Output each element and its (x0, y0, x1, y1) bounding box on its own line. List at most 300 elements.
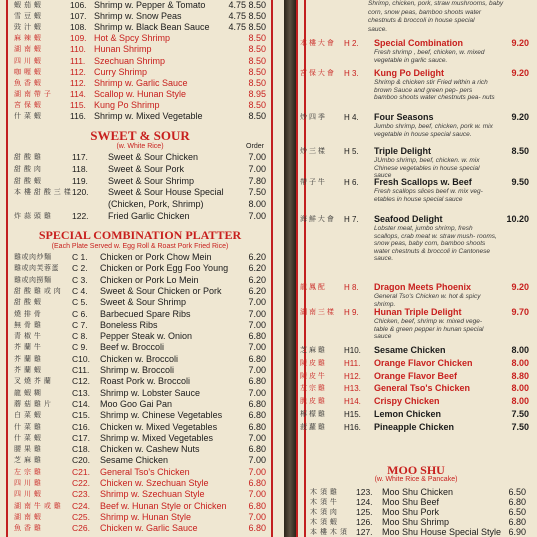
sweet-sour-row (14, 152, 266, 163)
dish-price: 7.00 (248, 365, 266, 375)
dish-name: Four Seasons (374, 112, 434, 122)
dish-name: Boneless Ribs (100, 319, 158, 330)
dish-price: 8.00 (511, 345, 529, 355)
sweet-sour-title: SWEET & SOUR (90, 128, 190, 143)
moo-shu-title: MOO SHU (387, 463, 445, 477)
dish-code: C 2. (72, 263, 88, 274)
dish-price: 7.00 (248, 342, 266, 353)
dish-code: H12. (344, 371, 361, 381)
shrimp-row (14, 0, 266, 11)
dish-chinese-name: 蝦 茄 蝦 (14, 2, 42, 9)
combo-row (14, 388, 266, 399)
dish-chinese-name: 陳 皮 雞 (300, 359, 325, 367)
dish-name: Scallop w. Hunan Style (94, 88, 187, 99)
dish-code: C22. (72, 478, 90, 488)
shrimp-row (14, 56, 266, 67)
right-red-border (296, 0, 298, 537)
dish-chinese-name: 菠 蘿 雞 (300, 423, 325, 431)
dish-price: 6.80 (248, 376, 266, 387)
dish-chinese-name: 脆 皮 雞 (300, 398, 325, 406)
dish-chinese-name: 甜 酸 雞 或 肉 (14, 287, 62, 295)
dish-name: Chicken or Pork Lo Mein (100, 274, 199, 285)
dish-code: C11. (72, 365, 90, 375)
dish-price: 6.80 (248, 353, 266, 364)
dish-price: 6.50 (508, 507, 526, 517)
dish-name: Chicken or Pork Egg Foo Young (100, 263, 229, 274)
dish-chinese-name: 甜 酸 蝦 (14, 299, 42, 307)
sweet-sour-row (14, 187, 266, 198)
dish-price: 8.80 (511, 370, 529, 381)
dish-price: 9.20 (511, 68, 529, 78)
dish-name: Sweet & Sour Shrimp (100, 297, 187, 308)
dish-code: C24. (72, 500, 90, 511)
dish-code: 110. (70, 44, 86, 55)
combo-row (14, 512, 266, 523)
dish-chinese-name: 腰 果 雞 (14, 446, 42, 454)
shrimp-row (14, 33, 266, 44)
dish-price: 6.20 (248, 252, 266, 262)
combo-row (14, 433, 266, 444)
dish-code: C21. (72, 466, 90, 477)
dish-price: 7.00 (248, 489, 266, 500)
dish-chinese-name: 雪 豆 蝦 (14, 13, 42, 21)
dish-code: 112. (70, 66, 86, 77)
dish-name: Special Combination (374, 38, 464, 48)
dish-chinese-name: 四 川 雞 (14, 480, 42, 487)
combo-row (14, 331, 266, 342)
combo-row (14, 365, 266, 376)
dish-price: 6.20 (248, 285, 266, 296)
dish-name: Lemon Chicken (374, 409, 442, 419)
dish-chinese-name: 木 須 牛 (310, 499, 338, 506)
dish-chinese-name: 甜 酸 肉 (14, 165, 42, 173)
dish-price: 8.95 (248, 88, 266, 99)
dish-name: Chicken w. Szechuan Style (100, 478, 209, 488)
dish-code: H14. (344, 397, 361, 407)
dish-code: H16. (344, 422, 361, 432)
dish-chinese-name: 龍 鳳 配 (300, 284, 325, 291)
combo-row (14, 297, 266, 308)
left-red-border-inner (271, 0, 273, 537)
dish-price: 8.50 (248, 99, 266, 110)
dish-chinese-name: 湖 南 蝦 (14, 46, 42, 54)
dish-description: General Tso's Chicken w. hot & spicy shrimp. (374, 293, 481, 308)
dish-chinese-name: 四 川 蝦 (14, 491, 42, 499)
dish-code: 117. (72, 152, 88, 162)
dish-price: 7.00 (248, 152, 266, 162)
dish-code: 108. (70, 22, 87, 33)
dish-price: 8.50 (248, 33, 266, 44)
dish-chinese-name: 芝 麻 雞 (14, 457, 42, 465)
book-gutter (284, 0, 296, 537)
right-menu-page (296, 0, 537, 537)
dish-price: 9.20 (511, 282, 529, 292)
dish-code: H 4. (344, 113, 359, 122)
right-red-border-inner (304, 0, 306, 537)
dish-code: H 6. (344, 178, 359, 187)
dish-price: 7.00 (248, 455, 266, 466)
dish-description: JUmbo shrimp, beef, chicken. w. mix Chinese vegetables in house special sauce (374, 157, 480, 179)
dish-code: C 4. (72, 285, 88, 296)
dish-name: Orange Flavor Beef (374, 370, 458, 381)
dish-chinese-name: 四 川 蝦 (14, 57, 42, 65)
sweet-sour-row (14, 211, 266, 222)
dish-name: Hot & Spcy Shrimp (94, 33, 171, 44)
dish-name: Shrimp w. Lobster Sauce (100, 387, 201, 398)
dish-name: Orange Flavor Chicken (374, 357, 473, 368)
dish-chinese-name: 芥 蘭 蝦 (14, 367, 42, 374)
dish-chinese-name: 青 椒 牛 (14, 333, 42, 341)
dish-price: 6.80 (508, 517, 526, 527)
dish-chinese-name: 甜 酸 雞 (14, 154, 42, 161)
order-label: Order (246, 143, 264, 150)
dish-name: Moo Shu House Special Style (382, 527, 502, 537)
dish-code: C17. (72, 432, 90, 443)
moo-shu-subtitle: (w. White Rice & Pancake) (374, 476, 458, 483)
dish-chinese-name: 什 菜 雞 (14, 423, 42, 431)
dish-price: 8.00 (248, 199, 266, 210)
dish-code: C25. (72, 511, 90, 522)
dish-price: 8.00 (511, 396, 529, 407)
dish-name: Chicken w. Cashew Nuts (100, 444, 200, 455)
dish-code: 126. (356, 517, 373, 527)
dish-name: Shrimp w. Garlic Sauce (94, 77, 188, 88)
dish-name: Shrimp w. Hunan Style (100, 511, 192, 522)
dish-chinese-name: 叉 燒 芥 蘭 (14, 378, 52, 386)
combo-row (14, 422, 266, 433)
dish-chinese-name: 炸 蒜 頭 雞 (14, 213, 52, 220)
dish-price: 6.80 (248, 523, 266, 534)
dish-price: 7.00 (248, 511, 266, 522)
dish-code: C10. (72, 353, 90, 364)
dish-code: 109. (70, 33, 87, 44)
combo-row (14, 455, 266, 466)
dish-code: C 5. (72, 297, 88, 308)
dish-code: 106. (70, 0, 87, 10)
dish-chinese-name: 白 菜 蝦 (14, 412, 42, 420)
dish-name: Moo Shu Chicken (382, 487, 454, 497)
shrimp-row (14, 100, 266, 111)
dish-name: Kung Po Delight (374, 68, 444, 78)
dish-price: 7.00 (248, 387, 266, 398)
combo-row (14, 252, 266, 263)
dish-price: 7.00 (248, 319, 266, 330)
left-red-border (6, 0, 8, 537)
dish-chinese-name: 左 宗 雞 (300, 385, 325, 393)
dish-chinese-name: 燒 排 骨 (14, 310, 42, 318)
dish-code: H 7. (344, 215, 359, 224)
sweet-sour-subtitle: (w. White Rice) (116, 143, 164, 150)
dish-code: 127. (356, 527, 373, 537)
dish-price: 6.80 (508, 497, 526, 507)
dish-chinese-name: 本 樓 大 會 (300, 40, 334, 47)
dish-code: H 8. (344, 283, 359, 292)
dish-name: Hunan Triple Delight (374, 307, 462, 317)
dish-code: 122. (72, 211, 89, 221)
dish-description: Shrimp & chicken stir Fried within a rich brown Sauce and green pep- pers bamboo shoots water chestnuts pea- nuts (374, 79, 495, 101)
dish-chinese-name: 宮 保 大 會 (300, 70, 334, 77)
dish-price: 6.80 (248, 421, 266, 432)
dish-name: Moo Shu Pork (382, 507, 440, 517)
dish-chinese-name: 木 須 肉 (310, 509, 338, 516)
dish-name: Chicken w. Garlic Sauce (100, 523, 198, 534)
dish-chinese-name: 魚 香 雞 (14, 525, 42, 533)
shrimp-row (14, 89, 266, 100)
dish-chinese-name: 蘑 菇 雞 片 (14, 400, 52, 408)
dish-price: 6.80 (248, 500, 266, 511)
dish-name: Sesame Chicken (100, 455, 169, 466)
dish-price: 6.80 (248, 331, 266, 342)
dish-name: Shrimp w. Chinese Vegetables (100, 410, 223, 421)
dish-chinese-name: 湖 南 牛 或 雞 (14, 502, 62, 510)
dish-chinese-name: 帶 子 牛 (300, 179, 325, 186)
dish-chinese-name: 炒 四 季 (300, 114, 325, 121)
combo-row (14, 376, 266, 387)
dish-price: 8.50 (248, 44, 266, 55)
dish-price: 8.00 (511, 383, 529, 394)
dish-name: Barbecued Spare Ribs (100, 308, 191, 319)
dish-name: Roast Pork w. Broccoli (100, 376, 191, 387)
dish-name: Shrimp w. Broccoli (100, 365, 175, 375)
dish-code: H 5. (344, 147, 359, 156)
dish-chinese-name: 湖 南 帶 子 (14, 90, 52, 98)
dish-name: Shrimp w. Mixed Vegetables (100, 432, 214, 443)
combo-row (14, 354, 266, 365)
dish-name: Fresh Scallops w. Beef (374, 177, 472, 187)
dish-chinese-name: 芥 蘭 牛 (14, 344, 42, 352)
dish-code: C12. (72, 376, 90, 387)
moo-shu-row (310, 527, 526, 537)
combo-row (14, 399, 266, 410)
dish-name: Sesame Chicken (374, 345, 446, 355)
dish-description: Chicken, beef, shrimp w. mixed vege- table & green pepper in hunan special sauce (374, 318, 484, 340)
dish-description: Fresh scallops slices beef w. mix veg- etables in house special sauce (374, 188, 483, 203)
dish-code: C18. (72, 444, 90, 455)
description-line: corn, snow peas, bamboo shoots water (368, 8, 482, 16)
dish-price: 6.80 (248, 410, 266, 421)
dish-name: Moo Shu Beef (382, 497, 440, 507)
dish-price: 8.50 (248, 66, 266, 77)
dish-name: Sweet & Sour House Special (108, 187, 224, 198)
combo-row (14, 263, 266, 274)
dish-name: Beef w. Hunan Style or Chicken (100, 500, 227, 511)
dish-chinese-name: 麻 辣 蝦 (14, 35, 42, 43)
dish-name: Sweet & Sour Shrimp (108, 175, 195, 186)
combo-row (14, 478, 266, 489)
dish-name: Crispy Chicken (374, 396, 440, 407)
dish-code: H 2. (344, 39, 359, 48)
dish-description: Fresh shrimp , beef, chicken, w. mixed vegetable in garlic sauce. (374, 49, 485, 64)
dish-price: 6.80 (248, 478, 266, 488)
dish-name: Beef w. Broccoli (100, 342, 165, 353)
combo-row (14, 501, 266, 512)
dish-price: 10.20 (506, 214, 529, 224)
shrimp-row (14, 111, 266, 122)
dish-chinese-name: 本 樓 甜 酸 三 樣 (14, 189, 72, 197)
combo-row (14, 342, 266, 353)
dish-chinese-name: 龍 蝦 糊 (14, 389, 42, 397)
dish-chinese-name: 檸 檬 雞 (300, 411, 325, 418)
dish-name: General Tso's Chicken (374, 383, 471, 394)
dish-code: H 9. (344, 308, 359, 317)
dish-code: H15. (344, 410, 361, 419)
dish-price: 9.20 (511, 112, 529, 122)
dish-code: C 9. (72, 342, 88, 353)
dish-chinese-name: 宮 保 蝦 (14, 101, 42, 109)
dish-code: 111. (70, 55, 86, 66)
dish-price: 6.80 (248, 444, 266, 455)
dish-price: 8.50 (248, 77, 266, 88)
dish-chinese-name: 咖 喱 蝦 (14, 68, 42, 76)
dish-chinese-name: 陳 皮 牛 (300, 372, 325, 380)
combo-row (14, 320, 266, 331)
combo-row (14, 489, 266, 500)
shrimp-row (14, 78, 266, 89)
combo-title: SPECIAL COMBINATION PLATTER (38, 228, 242, 242)
dish-code: 120. (72, 187, 89, 198)
combo-row (14, 309, 266, 320)
dish-price: 7.00 (248, 211, 266, 221)
dish-price: 4.75 8.50 (228, 11, 266, 22)
dish-name: Pineapple Chicken (374, 421, 455, 432)
dish-price: 9.50 (511, 177, 529, 187)
dish-code: H13. (344, 384, 361, 394)
dish-name: Sweet & Sour Pork (108, 163, 185, 174)
sweet-sour-row (14, 164, 266, 175)
dish-code: C16. (72, 421, 90, 432)
dish-price: 8.00 (511, 357, 529, 368)
combo-row (14, 444, 266, 455)
dish-name: Pepper Steak w. Onion (100, 331, 193, 342)
dish-chinese-name: 木 須 蝦 (310, 519, 338, 526)
dish-price: 7.00 (248, 466, 266, 477)
dish-chinese-name: 魚 香 蝦 (14, 79, 42, 87)
dish-code: C 8. (72, 331, 88, 342)
dish-name: Shrimp w. Pepper & Tomato (94, 0, 206, 10)
dish-name: Chicken or Pork Chow Mein (100, 252, 212, 262)
dish-price: 4.75 8.50 (228, 22, 266, 33)
shrimp-row (14, 11, 266, 22)
dish-price: 7.50 (511, 421, 529, 432)
dish-code: 115. (70, 99, 86, 110)
dish-description: Lobster meat, jumbo shrimp, fresh scallops, crab meat w. straw mush- rooms, snow peas, baby corn, bamboo shoots water chestnuts & broccoli in Cantonese sauce. (374, 225, 497, 262)
dish-code: 112. (70, 77, 86, 88)
dish-code: 124. (356, 497, 373, 507)
combo-row (14, 275, 266, 286)
dish-code: C 1. (72, 252, 88, 262)
dish-code: H10. (344, 346, 361, 355)
dish-name: Szechuan Shrimp (94, 55, 166, 66)
dish-name: General Tso's Chicken (100, 466, 190, 477)
dish-name: Fried Garlic Chicken (108, 211, 190, 221)
combo-row (14, 523, 266, 534)
dish-name: Kung Po Shrimp (94, 99, 160, 110)
dish-price: 7.50 (511, 409, 529, 419)
dish-price: 6.20 (248, 263, 266, 274)
dish-code: C 6. (72, 308, 88, 319)
dish-price: 8.50 (248, 111, 266, 121)
dish-code: C13. (72, 387, 90, 398)
dish-code: C 7. (72, 319, 88, 330)
dish-name: Curry Shrimp (94, 66, 148, 77)
dish-description: Jumbo shrimp, beef, chicken, pork w. mix vegetable in house special sauce. (374, 123, 493, 138)
dish-price: 7.00 (248, 163, 266, 174)
dish-chinese-name: 木 須 雞 (310, 489, 338, 496)
dish-name: Shrimp w. Black Bean Sauce (94, 22, 210, 33)
dish-price: 7.50 (248, 187, 266, 198)
description-line: Shrimp, chicken, pork, straw mushrooms, baby (368, 0, 504, 7)
description-line: chestnuts & broccoli in house special (368, 17, 475, 24)
dish-chinese-name: 雞或肉芙蓉蛋 (14, 265, 59, 273)
dish-code: C15. (72, 410, 90, 421)
dish-chinese-name: 甜 酸 蝦 (14, 177, 42, 185)
dish-name: Sweet & Sour Chicken (108, 152, 199, 162)
combo-row (14, 467, 266, 478)
dish-chinese-name: 本 樓 木 須 (310, 529, 348, 536)
dish-name: Moo Goo Gai Pan (100, 398, 173, 409)
dish-code: 119. (72, 175, 88, 186)
dish-chinese-name: 什 菜 蝦 (14, 113, 42, 120)
dish-chinese-name: 芝 麻 雞 (300, 347, 325, 354)
dish-code: H 3. (344, 69, 359, 78)
dish-code: 123. (356, 487, 373, 497)
shrimp-row (14, 44, 266, 55)
dish-code: 118. (72, 163, 88, 174)
dish-code: C23. (72, 489, 90, 500)
shrimp-row (14, 22, 266, 33)
dish-price: 7.00 (248, 297, 266, 308)
dish-code: C26. (72, 523, 90, 534)
dish-code: H11. (344, 358, 361, 368)
dish-chinese-name: 湖 南 三 樣 (300, 309, 334, 316)
dish-code: 125. (356, 507, 373, 517)
dish-name: (Chicken, Pork, Shrimp) (108, 199, 204, 210)
description-line: sauce. (368, 25, 388, 33)
dish-name: Shrimp w. Mixed Vegetable (94, 111, 203, 121)
dish-price: 7.00 (248, 308, 266, 319)
dish-name: Triple Delight (374, 146, 432, 156)
dish-chinese-name: 豉 汁 蝦 (14, 24, 42, 32)
sweet-sour-row (14, 176, 266, 187)
dish-price: 7.80 (248, 175, 266, 186)
dish-chinese-name: 左 宗 雞 (14, 468, 42, 476)
dish-price: 6.20 (248, 274, 266, 285)
dish-chinese-name: 海 鮮 大 會 (300, 216, 334, 223)
dish-code: 114. (70, 88, 86, 99)
dish-chinese-name: 無 骨 雞 (14, 321, 42, 329)
dish-name: Hunan Shrimp (94, 44, 152, 55)
dish-chinese-name: 芥 蘭 雞 (14, 355, 42, 363)
dish-price: 7.00 (248, 432, 266, 443)
dish-chinese-name: 雞或肉炒麵 (14, 254, 52, 261)
dish-price: 8.50 (248, 55, 266, 66)
dish-code: C14. (72, 398, 90, 409)
dish-code: 107. (70, 11, 87, 22)
dish-name: Shrimp w. Snow Peas (94, 11, 182, 22)
dish-name: Moo Shu Shrimp (382, 517, 450, 527)
dish-code: C 3. (72, 274, 88, 285)
dish-price: 8.50 (511, 146, 529, 156)
dish-code: C20. (72, 455, 90, 466)
dish-price: 6.90 (508, 527, 526, 537)
dish-price: 6.50 (508, 487, 526, 497)
dish-price: 6.80 (248, 398, 266, 409)
dish-price: 9.70 (511, 307, 529, 317)
dish-chinese-name: 什 菜 蝦 (14, 434, 42, 442)
combo-row (14, 410, 266, 421)
dish-chinese-name: 雞或肉撈麵 (14, 276, 52, 284)
dish-price: 4.75 8.50 (228, 0, 266, 10)
